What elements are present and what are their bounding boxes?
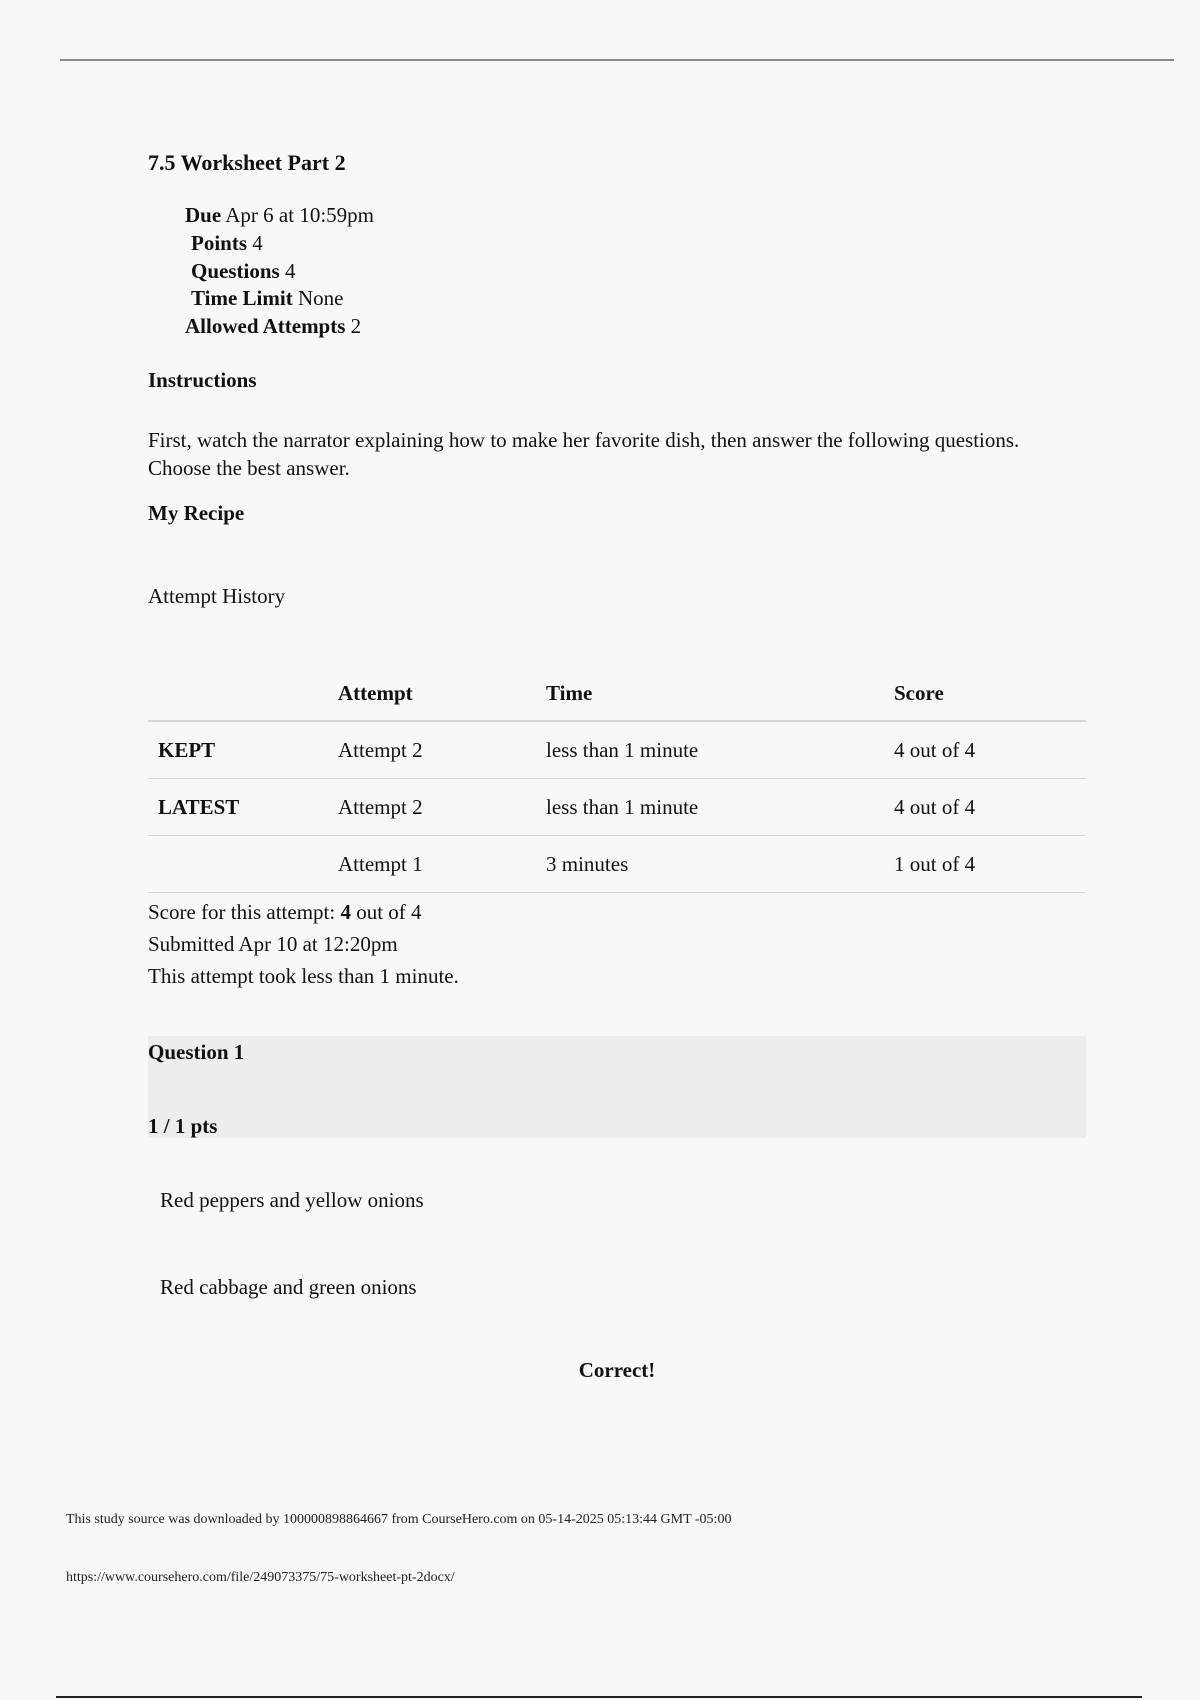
attempt-score: 4 out of 4 xyxy=(894,779,1086,836)
time-limit-row xyxy=(191,286,343,311)
feedback-correct: Correct! xyxy=(578,1358,656,1382)
points-value: 4 xyxy=(252,231,263,255)
attempt-time: less than 1 minute xyxy=(546,721,894,779)
instructions-text: First, watch the narrator explaining how to make her favorite dish, then answer the following questions. Choose the best answer. xyxy=(148,428,1020,480)
table-row xyxy=(148,779,1086,836)
table-row xyxy=(148,836,1086,893)
submitted-line: Submitted Apr 10 at 12:20pm xyxy=(148,932,398,956)
table-header-row xyxy=(148,666,1086,721)
column-header-label xyxy=(148,666,338,721)
attempt-link[interactable]: Attempt 1 xyxy=(338,836,546,893)
allowed-attempts-value: 2 xyxy=(350,314,362,338)
question-title: Question 1 xyxy=(148,1040,245,1064)
answer-option[interactable]: Red cabbage and green onions xyxy=(160,1275,417,1299)
score-prefix: Score for this attempt: xyxy=(148,900,341,924)
bottom-divider xyxy=(56,1696,1142,1698)
instructions-heading: Instructions xyxy=(148,368,257,392)
attempt-score: 4 out of 4 xyxy=(894,721,1086,779)
answer-option[interactable]: Red peppers and yellow onions xyxy=(160,1188,424,1212)
row-label xyxy=(148,836,338,893)
due-label: Due xyxy=(185,203,222,227)
questions-value: 4 xyxy=(284,259,296,283)
questions-row xyxy=(191,259,295,284)
allowed-attempts-row xyxy=(185,314,361,339)
attempt-link[interactable]: Attempt 2 xyxy=(338,721,546,779)
attempt-summary xyxy=(148,896,459,992)
attempt-history-heading: Attempt History xyxy=(148,584,286,608)
score-value: 4 xyxy=(340,900,351,924)
row-label: KEPT xyxy=(148,721,338,779)
attempt-score: 1 out of 4 xyxy=(894,836,1086,893)
questions-label: Questions xyxy=(191,259,280,283)
source-note: This study source was downloaded by 100000898864667 from CourseHero.com on 05-14-2025 05:13:44 GMT -05:00 xyxy=(66,1512,732,1527)
due-row xyxy=(185,203,374,228)
table-row xyxy=(148,721,1086,779)
points-row xyxy=(191,231,263,256)
duration-line: This attempt took less than 1 minute. xyxy=(148,964,459,988)
column-header-score: Score xyxy=(894,666,1086,721)
allowed-attempts-label: Allowed Attempts xyxy=(185,314,346,338)
score-suffix: out of 4 xyxy=(350,900,422,924)
attempt-link[interactable]: Attempt 2 xyxy=(338,779,546,836)
attempt-score-line xyxy=(148,896,459,928)
source-url[interactable]: https://www.coursehero.com/file/249073375/75-worksheet-pt-2docx/ xyxy=(66,1570,455,1585)
column-header-attempt: Attempt xyxy=(338,666,546,721)
question-points: 1 / 1 pts xyxy=(148,1114,218,1138)
attempt-time: less than 1 minute xyxy=(546,779,894,836)
column-header-time: Time xyxy=(546,666,894,721)
top-divider xyxy=(60,59,1174,61)
time-limit-label: Time Limit xyxy=(191,286,293,310)
row-label: LATEST xyxy=(148,779,338,836)
attempt-time: 3 minutes xyxy=(546,836,894,893)
due-value: Apr 6 at 10:59pm xyxy=(225,203,374,227)
question-header xyxy=(148,1036,1086,1138)
time-limit-value: None xyxy=(297,286,344,310)
attempt-history-table xyxy=(148,666,1086,893)
recipe-heading: My Recipe xyxy=(148,501,245,525)
page-title: 7.5 Worksheet Part 2 xyxy=(148,150,346,175)
points-label: Points xyxy=(191,231,248,255)
